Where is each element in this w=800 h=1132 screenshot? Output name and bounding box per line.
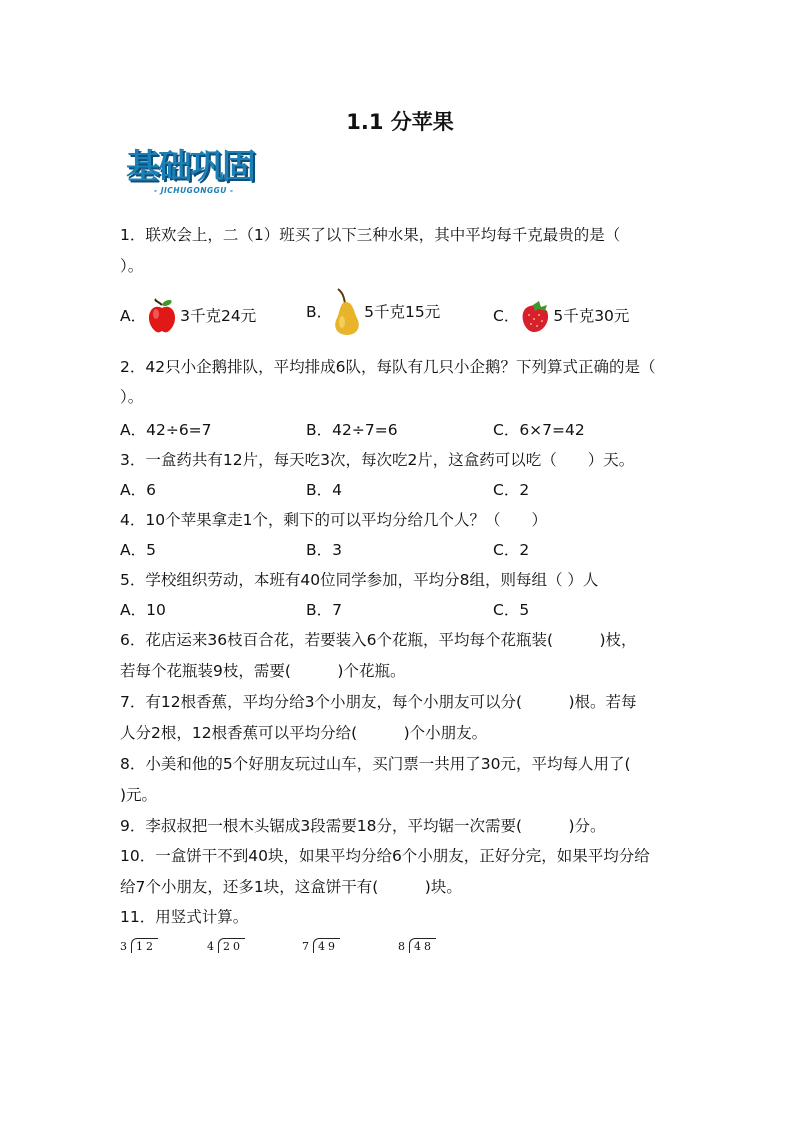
question-2-line-1: 2．42只小企鹅排队，平均排成6队，每队有几只小企鹅？下列算式正确的是（	[120, 358, 656, 376]
question-3-line-1: 3．一盒药共有12片，每天吃3次，每次吃2片，这盒药可以吃（ ）天。	[120, 451, 635, 469]
question-8-line-2: )元。	[120, 786, 158, 804]
dividend: 48	[409, 938, 436, 953]
logo-main-text: 基础巩固	[126, 147, 254, 187]
option-b-text: 5千克15元	[364, 303, 441, 321]
question-2-option-a: A．42÷6=7	[120, 421, 212, 439]
divisor: 4	[207, 940, 217, 953]
logo-subtitle: - JICHUGONGGU -	[154, 186, 234, 195]
question-5-option-c: C．5	[493, 601, 530, 619]
divisor: 7	[302, 940, 312, 953]
option-c-label: C．	[493, 307, 520, 325]
question-9-line-1: 9．李叔叔把一根木头锯成3段需要18分，平均锯一次需要( )分。	[120, 817, 606, 835]
question-5-option-a: A．10	[120, 601, 166, 619]
question-1-option-b	[306, 288, 440, 336]
divisor: 3	[120, 940, 130, 953]
strawberry-icon	[519, 299, 551, 333]
question-10-line-2: 给7个小朋友，还多1块，这盒饼干有( )块。	[120, 878, 462, 896]
dividend: 49	[313, 938, 340, 953]
option-c-text: 5千克30元	[553, 307, 630, 325]
question-3-option-a: A．6	[120, 481, 156, 499]
question-3-option-c: C．2	[493, 481, 530, 499]
dividend: 20	[218, 938, 245, 953]
option-a-label: A．	[120, 307, 147, 325]
question-1-line-1: 1．联欢会上，二（1）班买了以下三种水果，其中平均每千克最贵的是（	[120, 226, 621, 244]
long-division-2	[207, 938, 245, 953]
long-division-3	[302, 938, 340, 953]
divisor: 8	[398, 940, 408, 953]
question-5-line-1: 5．学校组织劳动，本班有40位同学参加，平均分8组，则每组（ ）人	[120, 571, 599, 589]
question-10-line-1: 10．一盒饼干不到40块，如果平均分给6个小朋友，正好分完，如果平均分给	[120, 847, 650, 865]
section-logo	[126, 147, 254, 195]
question-8-line-1: 8．小美和他的5个好朋友玩过山车，买门票一共用了30元，平均每人用了(	[120, 755, 631, 773]
apple-icon	[146, 296, 178, 336]
question-11-line-1: 11．用竖式计算。	[120, 908, 249, 926]
question-2-line-2: ）。	[120, 388, 144, 406]
pear-icon	[332, 288, 362, 336]
question-6-line-2: 若每个花瓶装9枝，需要( )个花瓶。	[120, 662, 406, 680]
page-title: 1.1 分苹果	[346, 110, 454, 134]
question-1-option-c	[493, 298, 629, 334]
question-2-option-c: C．6×7=42	[493, 421, 585, 439]
question-4-line-1: 4．10个苹果拿走1个，剩下的可以平均分给几个人？（ ）	[120, 511, 547, 529]
question-4-option-a: A．5	[120, 541, 156, 559]
long-division-1	[120, 938, 158, 953]
question-4-option-b: B．3	[306, 541, 342, 559]
option-b-label: B．	[306, 303, 333, 321]
question-7-line-2: 人分2根，12根香蕉可以平均分给( )个小朋友。	[120, 724, 488, 742]
option-a-text: 3千克24元	[180, 307, 257, 325]
question-1-line-2: ）。	[120, 257, 144, 275]
question-7-line-1: 7．有12根香蕉，平均分给3个小朋友，每个小朋友可以分( )根。若每	[120, 693, 637, 711]
question-1-option-a	[120, 296, 256, 336]
question-3-option-b: B．4	[306, 481, 342, 499]
question-4-option-c: C．2	[493, 541, 530, 559]
long-division-4	[398, 938, 436, 953]
question-2-option-b: B．42÷7=6	[306, 421, 398, 439]
dividend: 12	[131, 938, 158, 953]
question-5-option-b: B．7	[306, 601, 342, 619]
question-6-line-1: 6．花店运来36枝百合花，若要装入6个花瓶，平均每个花瓶装( )枝，	[120, 631, 637, 649]
